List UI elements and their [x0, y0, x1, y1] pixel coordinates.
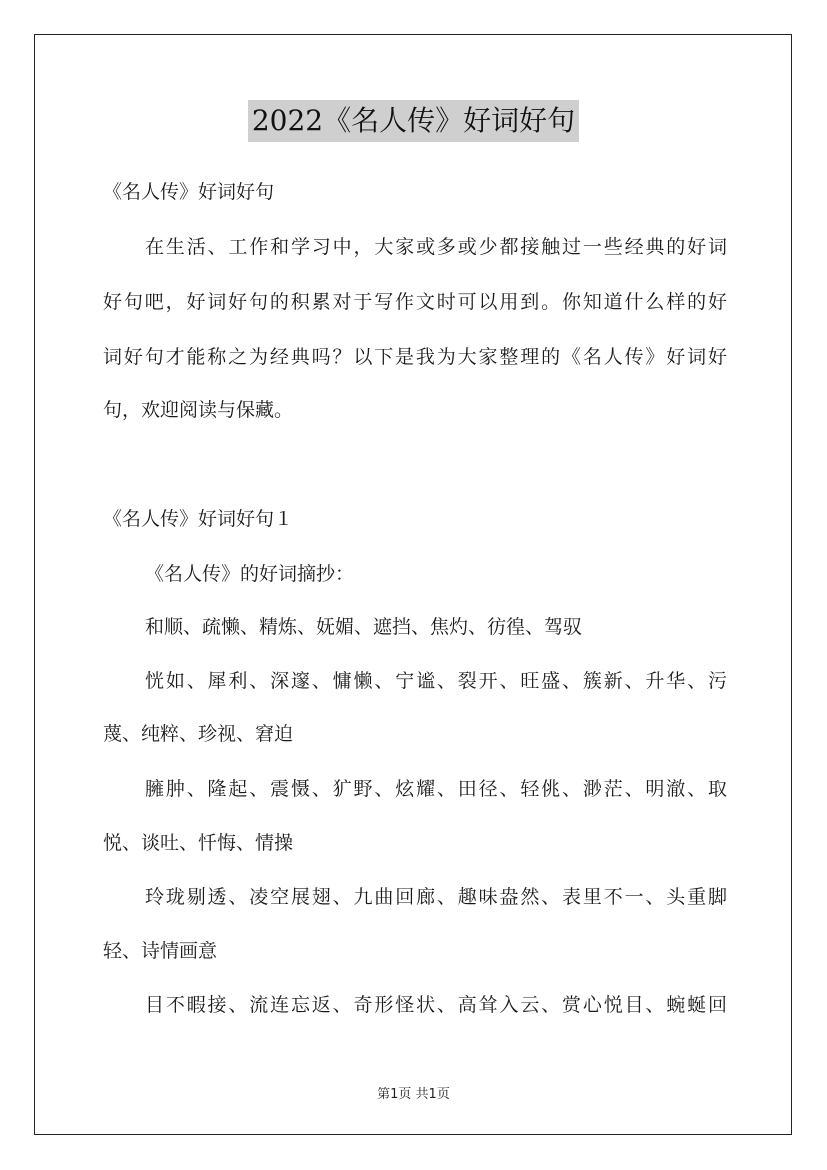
section-heading: 《名人传》好词好句１	[103, 508, 294, 530]
word-list-line: 悦、谈吐、忏悔、情操	[103, 832, 294, 854]
paragraph-line: 好句吧，好词好句的积累对于写作文时可以用到。你知道什么样的好	[103, 291, 727, 313]
subheading: 《名人传》的好词摘抄：	[145, 563, 355, 585]
title-container	[0, 100, 827, 142]
word-list-line: 和顺、疏懒、精炼、妩媚、遮挡、焦灼、彷徨、驾驭	[145, 616, 583, 638]
word-list-line: 臃肿、隆起、震慑、犷野、炫耀、田径、轻佻、渺茫、明澈、取	[145, 778, 727, 800]
document-title: 2022《名人传》好词好句	[248, 100, 579, 142]
word-list-line: 目不暇接、流连忘返、奇形怪状、高耸入云、赏心悦目、蜿蜒回	[145, 994, 727, 1016]
word-list-line: 恍如、犀利、深邃、慵懒、宁谧、裂开、旺盛、簇新、升华、污	[145, 670, 727, 692]
section-heading: 《名人传》好词好句	[103, 181, 275, 203]
word-list-line: 轻、诗情画意	[103, 940, 218, 962]
page-number: 第1页 共1页	[377, 1087, 450, 1102]
word-list-line: 蔑、纯粹、珍视、窘迫	[103, 723, 294, 745]
word-list-line: 玲珑剔透、凌空展翅、九曲回廊、趣味盎然、表里不一、头重脚	[145, 886, 727, 908]
paragraph-line: 句，欢迎阅读与保藏。	[103, 399, 294, 421]
page-footer	[0, 1083, 827, 1102]
paragraph-line: 在生活、工作和学习中，大家或多或少都接触过一些经典的好词	[145, 236, 727, 258]
paragraph-line: 词好句才能称之为经典吗？以下是我为大家整理的《名人传》好词好	[103, 346, 727, 368]
